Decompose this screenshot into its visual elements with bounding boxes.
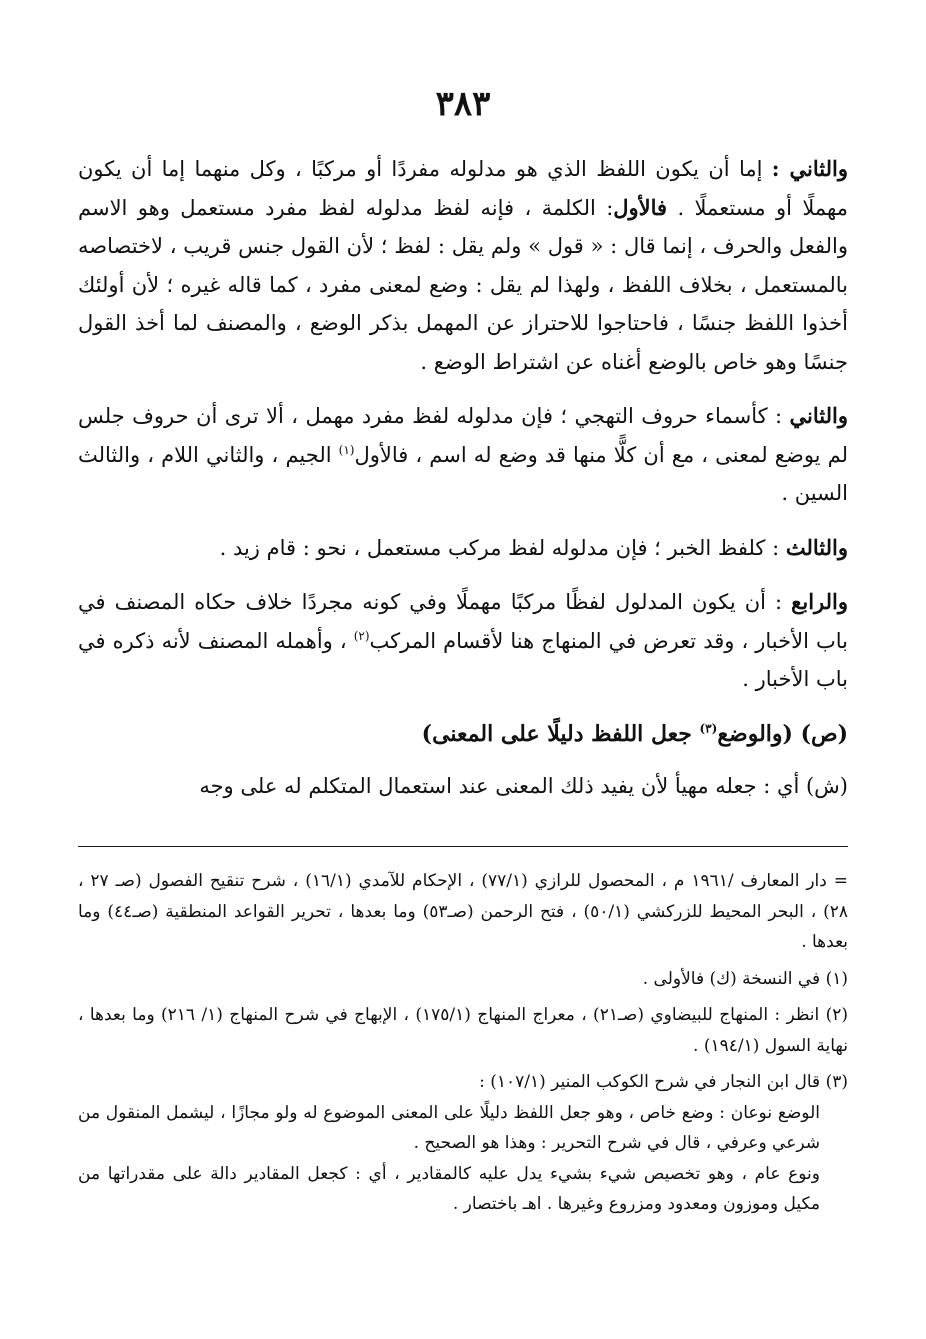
paragraph-lead: فالأول [613,194,668,220]
footnote-ref: (٢) [353,628,370,643]
footnote-2: (٢) انظر : المنهاج للبيضاوي (صـ٢١) ، معراج المنهاج (١٧٥/١) ، الإبهاج في شرح المنهاج (١/ ٢١٦) وما بعدها ، نهاية السول (١٩٤/١) . [78,1005,849,1056]
paragraph-text: : الكلمة ، فإنه لفظ مدلوله لفظ مفرد مستعمل وهو الاسم والفعل والحرف ، إنما قال : « قول » ولم يقل : لفظ ؛ لأن القول جنس قريب ، لاختصاصه بالمستعمل ، بخلاف اللفظ ، ولهذا لم يقل : وضع لمعنى مفرد ، كما قاله غيره ؛ لأن أولئك أخذوا اللفظ جنسًا ، فاحتاجوا للاحتراز عن المهمل بذكر الوضع ، والمصنف لما أخذ القول جنسًا وهو خاص بالوضع أغناه عن اشتراط الوضع . [78,195,848,374]
paragraph-lead: والثالث [785,534,848,560]
footnote-ref: (٣) [699,721,718,736]
footnote-1: (١) في النسخة (ك) فالأولى . [642,968,848,989]
paragraph-text: : كلفظ الخبر ؛ فإن مدلوله لفظ مركب مستعمل ، نحو : قام زيد . [219,535,786,560]
page-number: ٣٨٣ [435,84,491,124]
paragraph-second-type [78,150,848,381]
paragraph-text: : كأسماء حروف التهجي ؛ فإن مدلوله لفظ مفرد مهمل ، ألا ترى أن حروف جلس لم يوضع لمعنى ، مع أن كلًّا منها قد وضع له اسم ، فالأول [78,404,848,467]
paragraph-text: (ش) أي : جعله مهيأ لأن يفيد ذلك المعنى عند استعمال المتكلم له على وجه [199,774,848,798]
paragraph-lead: والثاني : [771,156,848,181]
footnote-ref: (١) [338,442,355,457]
paragraph-text: إما أن يكون اللفظ الذي هو مدلوله مفردًا أو مركبًا ، وكل منهما إما أن يكون مهملًا أو مستعملًا . [78,157,848,220]
footnote-3-paragraph-2: ونوع عام ، وهو تخصيص شيء بشيء يدل عليه كالمقادير ، أي : كجعل المقادير دالة على مقدراتها من مكيل وموزون ومعدود ومزروع وغيرها . اهـ باختصار . [78,1163,820,1214]
matn-text: جعل اللفظ دليلًا على المعنى) [421,720,700,747]
footnote-3-paragraph-1: الوضع نوعان : وضع خاص ، وهو جعل اللفظ دليلًا على المعنى الموضوع له ولو مجازًا ، ليشمل المنقول من شرعي وعرفي ، قال في شرح التحرير : وهذا هو الصحيح . [78,1102,820,1153]
matn-text: (ص) (والوضع [717,720,848,747]
main-text [78,150,848,822]
text-matn [78,715,848,754]
footnotes [78,866,848,1220]
paragraph-lead: والثاني [789,403,848,428]
footnote-continuation: = دار المعارف /١٩٦١ م ، المحصول للرازي (٧٧/١) ، الإحكام للآمدي (١٦/١) ، شرح تنقيح الفصول (صـ ٢٧ ، ٢٨) ، البحر المحيط للزركشي (٥٠/١) ، فتح الرحمن (صـ٥٣) وما بعدها ، تحرير القواعد المنطقية (صـ٤٤) وما بعدها . [78,871,849,952]
paragraph-third [78,529,848,568]
paragraph-lead: والرابع [791,589,848,614]
paragraph-second [78,397,848,513]
footnote-3: (٣) قال ابن النجار في شرح الكوكب المنير (١٠٧/١) : [479,1072,848,1092]
paragraph-text: : أن يكون المدلول لفظًا مركبًا مهملًا وفي كونه مجردًا خلاف حكاه المصنف في باب الأخبار ، وقد تعرض في المنهاج هنا لأقسام المركب [78,590,849,653]
paragraph-fourth [78,583,848,699]
paragraph-sharh [78,767,848,806]
paragraph-text: ، وأهمله المصنف لأنه ذكره في باب الأخبار . [78,628,848,691]
paragraph-text: الجيم ، والثاني اللام ، والثالث السين . [78,442,848,505]
footnote-divider [78,846,848,847]
